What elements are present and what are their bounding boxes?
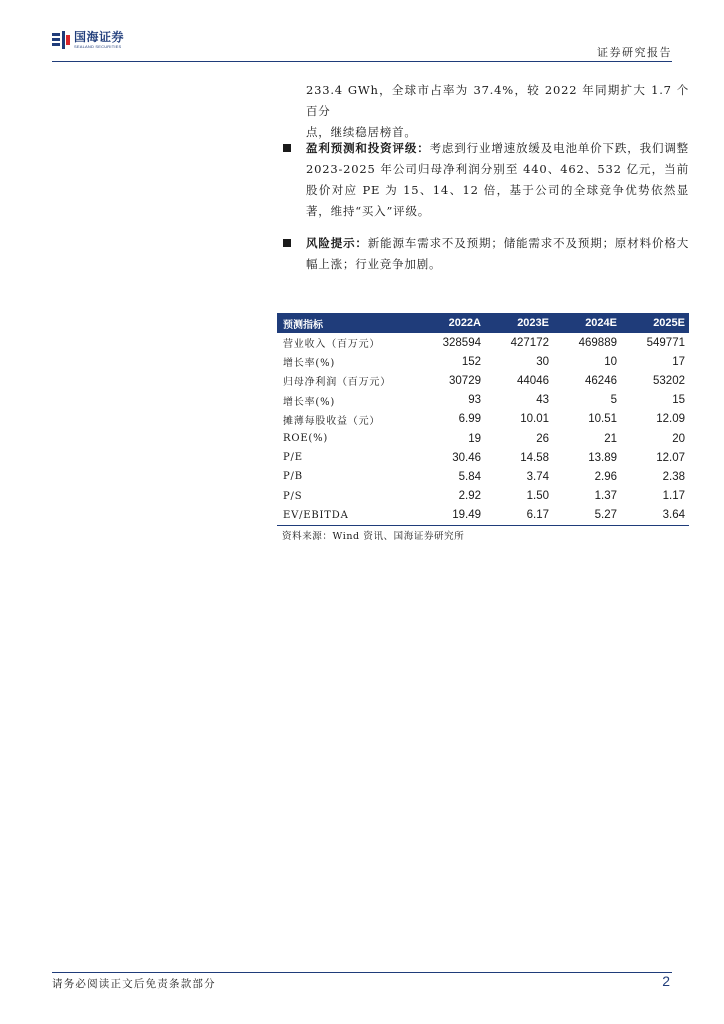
value-cell: 10 [604, 355, 617, 368]
value-cell: 2.38 [662, 470, 685, 483]
value-cell: 21 [604, 432, 617, 445]
value-cell: 46246 [585, 374, 617, 387]
logo-english-name: SEALAND SECURITIES [74, 44, 122, 49]
row-label-cell: ROE(%) [283, 433, 329, 445]
row-label-cell: P/S [283, 490, 303, 502]
value-cell: 5 [610, 394, 617, 407]
table-row [277, 352, 689, 371]
value-cell: 19 [468, 432, 481, 445]
value-cell: 2.92 [458, 490, 481, 503]
footer-disclaimer: 请务必阅读正文后免责条款部分 [52, 978, 216, 990]
logo-chinese-name: 国海证券 [74, 30, 125, 44]
value-cell: 5.84 [458, 470, 481, 483]
value-cell: 2.96 [594, 470, 617, 483]
value-cell: 17 [672, 355, 685, 368]
row-label-cell: 增长率(%) [283, 396, 336, 408]
header-divider [52, 61, 672, 62]
value-cell: 43 [536, 394, 549, 407]
table-row [277, 371, 689, 390]
intro-line-2: 点，继续稳居榜首。 [306, 125, 417, 139]
table-row [277, 429, 689, 448]
row-label-cell: 摊薄每股收益（元） [283, 415, 381, 427]
forecast-table [277, 313, 689, 526]
value-cell: 328594 [442, 336, 481, 349]
table-row [277, 448, 689, 467]
value-cell: 12.09 [656, 413, 685, 426]
table-row [277, 467, 689, 486]
bullet-risk-warning [281, 233, 689, 275]
value-cell: 19.49 [417, 506, 485, 526]
value-cell: 152 [461, 355, 481, 368]
table-row [277, 506, 689, 526]
table-row [277, 487, 689, 506]
value-cell: 30 [536, 355, 549, 368]
intro-paragraph [281, 80, 689, 143]
bullet-title: 盈利预测和投资评级： [306, 141, 430, 155]
value-cell: 1.17 [662, 490, 685, 503]
value-cell: 10.01 [520, 413, 549, 426]
value-cell: 12.07 [656, 451, 685, 464]
value-cell: 30.46 [452, 451, 481, 464]
value-cell: 5.27 [553, 506, 621, 526]
value-cell: 1.50 [526, 490, 549, 503]
report-type-label: 证券研究报告 [597, 46, 672, 59]
value-cell: 3.64 [621, 506, 689, 526]
row-label-cell: 增长率(%) [283, 358, 336, 370]
table-header-cell: 预测指标 [277, 313, 417, 333]
value-cell: 53202 [653, 374, 685, 387]
table-row [277, 391, 689, 410]
row-label-cell: P/B [283, 471, 303, 483]
value-cell: 14.58 [520, 451, 549, 464]
value-cell: 469889 [578, 336, 617, 349]
value-cell: 549771 [646, 336, 685, 349]
table-source: 资料来源：Wind 资讯、国海证券研究所 [282, 531, 465, 542]
value-cell: 1.37 [594, 490, 617, 503]
table-header-row [277, 313, 689, 333]
value-cell: 93 [468, 394, 481, 407]
page-header [0, 0, 724, 62]
value-cell: 3.74 [526, 470, 549, 483]
table-body [277, 333, 689, 525]
table-header-cell: 2025E [621, 313, 689, 333]
value-cell: 6.17 [485, 506, 553, 526]
sealand-logo-icon [52, 31, 70, 49]
value-cell: 6.99 [458, 413, 481, 426]
square-bullet-icon [283, 144, 291, 152]
value-cell: 20 [672, 432, 685, 445]
value-cell: 15 [672, 394, 685, 407]
table-header-cell: 2024E [553, 313, 621, 333]
row-label-cell: EV/EBITDA [277, 506, 417, 526]
value-cell: 44046 [517, 374, 549, 387]
table-row [277, 333, 689, 352]
value-cell: 427172 [510, 336, 549, 349]
row-label-cell: 归母净利润（百万元） [283, 377, 391, 389]
row-label-cell: P/E [283, 452, 303, 464]
table-header-cell: 2023E [485, 313, 553, 333]
table-row [277, 410, 689, 429]
intro-line-1: 233.4 GWh，全球市占率为 37.4%，较 2022 年同期扩大 1.7 个百分 [306, 83, 689, 118]
row-label-cell: 营业收入（百万元） [283, 339, 381, 351]
value-cell: 26 [536, 432, 549, 445]
square-bullet-icon [283, 239, 291, 247]
bullet-earnings-forecast [281, 138, 689, 222]
bullet-title: 风险提示： [306, 236, 368, 250]
value-cell: 10.51 [588, 413, 617, 426]
bullet-text: 考虑到行业增速放缓及电池单价下跌，我们调整 2023-2025 年公司归母净利润分别至 440、462、532 亿元，当前股价对应 PE 为 15、14、12 倍，基于公司的全球竞争优势依然显著，维持“买入”评级。 [306, 141, 689, 218]
company-logo [52, 31, 124, 49]
bullet-text: 新能源车需求不及预期；储能需求不及预期；原材料价格大幅上涨；行业竞争加剧。 [306, 236, 690, 271]
page-number: 2 [662, 973, 670, 989]
value-cell: 13.89 [588, 451, 617, 464]
value-cell: 30729 [449, 374, 481, 387]
footer-divider [52, 972, 672, 973]
table-header-cell: 2022A [417, 313, 485, 333]
